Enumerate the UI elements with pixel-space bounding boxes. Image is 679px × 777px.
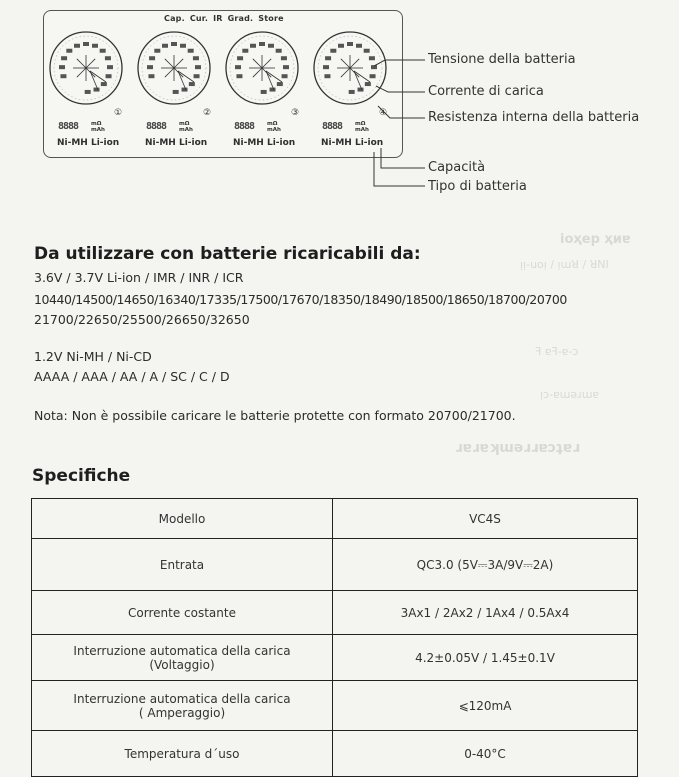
table-row xyxy=(32,499,638,539)
nimh-types: 1.2V Ni-MH / Ni-CD xyxy=(34,349,152,364)
header-label-current: Cur. xyxy=(189,14,209,23)
spec-value: VC4S xyxy=(333,499,638,539)
callout-capacity: Capacità xyxy=(428,160,486,175)
capacity-readout: 8888 xyxy=(146,121,167,132)
spec-table xyxy=(31,498,638,777)
unit-label: mΩ mAh xyxy=(179,121,193,133)
unit-label: mΩ mAh xyxy=(267,121,281,133)
table-row xyxy=(32,635,638,681)
callout-battery-type: Tipo di batteria xyxy=(428,179,527,194)
bleed-through-text: ɹɐɹɐʞɯǝɹɹɐɔʇɐɹ xyxy=(455,440,580,456)
section-title-specs: Specifiche xyxy=(32,466,131,486)
spec-value: 4.2±0.05V / 1.45±0.1V xyxy=(333,635,638,681)
bleed-through-text: ᴉᴉ-uoᴉ / ᴉɯꓤ / ꓤNI xyxy=(520,258,609,271)
callout-internal-resistance: Resistenza interna della batteria xyxy=(428,110,640,125)
spec-value: QC3.0 (5V⎓3A/9V⎓2A) xyxy=(333,539,638,591)
battery-type-label: Ni-MH Li-ion xyxy=(57,138,120,148)
spec-value: 0-40°C xyxy=(333,731,638,777)
table-row xyxy=(32,681,638,731)
spec-value: 3Ax1 / 2Ax2 / 1Ax4 / 0.5Ax4 xyxy=(333,591,638,635)
bleed-through-text: ꟻ ɐꟻ-ɐ-ɔ xyxy=(535,345,579,358)
header-label-store: Store xyxy=(258,14,284,23)
slot-number-2: ② xyxy=(203,108,212,118)
li-ion-sizes-line-2: 21700/22650/25500/26650/32650 xyxy=(34,312,250,327)
unit-label: mΩ mAh xyxy=(355,121,369,133)
callout-lines xyxy=(0,0,679,210)
battery-type-label: Ni-MH Li-ion xyxy=(233,138,296,148)
bleed-through-text: іоҳер ҳиɐ xyxy=(560,232,631,247)
table-row xyxy=(32,731,638,777)
slot-number-1: ① xyxy=(114,108,123,118)
callout-battery-voltage: Tensione della batteria xyxy=(428,52,576,67)
nimh-sizes: AAAA / AAA / AA / A / SC / C / D xyxy=(34,369,230,384)
section-title-batteries: Da utilizzare con batterie ricaricabili da: xyxy=(34,244,421,264)
compatibility-note: Nota: Non è possibile caricare le batterie protette con formato 20700/21700. xyxy=(34,408,516,423)
table-row xyxy=(32,539,638,591)
spec-label: Entrata xyxy=(32,539,333,591)
battery-type-label: Ni-MH Li-ion xyxy=(321,138,384,148)
slot-number-4: ④ xyxy=(379,108,388,118)
header-label-grade: Grad. xyxy=(227,14,254,23)
header-label-ir: IR xyxy=(213,14,223,23)
li-ion-sizes-line-1: 10440/14500/14650/16340/17335/17500/17670/18350/18490/18500/18650/18700/20700 xyxy=(34,292,567,307)
spec-label: Interruzione automatica della carica ( Amperaggio) xyxy=(32,681,333,731)
spec-label: Temperatura d´uso xyxy=(32,731,333,777)
spec-label: Interruzione automatica della carica (Voltaggio) xyxy=(32,635,333,681)
callout-charge-current: Corrente di carica xyxy=(428,84,544,99)
capacity-readout: 8888 xyxy=(58,121,79,132)
bleed-through-text: ᴉɔ-ɐɯǝɹɯɐ xyxy=(540,388,600,401)
capacity-readout: 8888 xyxy=(234,121,255,132)
spec-label: Corrente costante xyxy=(32,591,333,635)
spec-value: ⩽120mA xyxy=(333,681,638,731)
li-ion-types: 3.6V / 3.7V Li-ion / IMR / INR / ICR xyxy=(34,270,244,285)
header-label-capacity: Cap. xyxy=(164,14,185,23)
battery-type-label: Ni-MH Li-ion xyxy=(145,138,208,148)
spec-label: Modello xyxy=(32,499,333,539)
table-row xyxy=(32,591,638,635)
slot-number-3: ③ xyxy=(291,108,300,118)
unit-label: mΩ mAh xyxy=(91,121,105,133)
capacity-readout: 8888 xyxy=(322,121,343,132)
